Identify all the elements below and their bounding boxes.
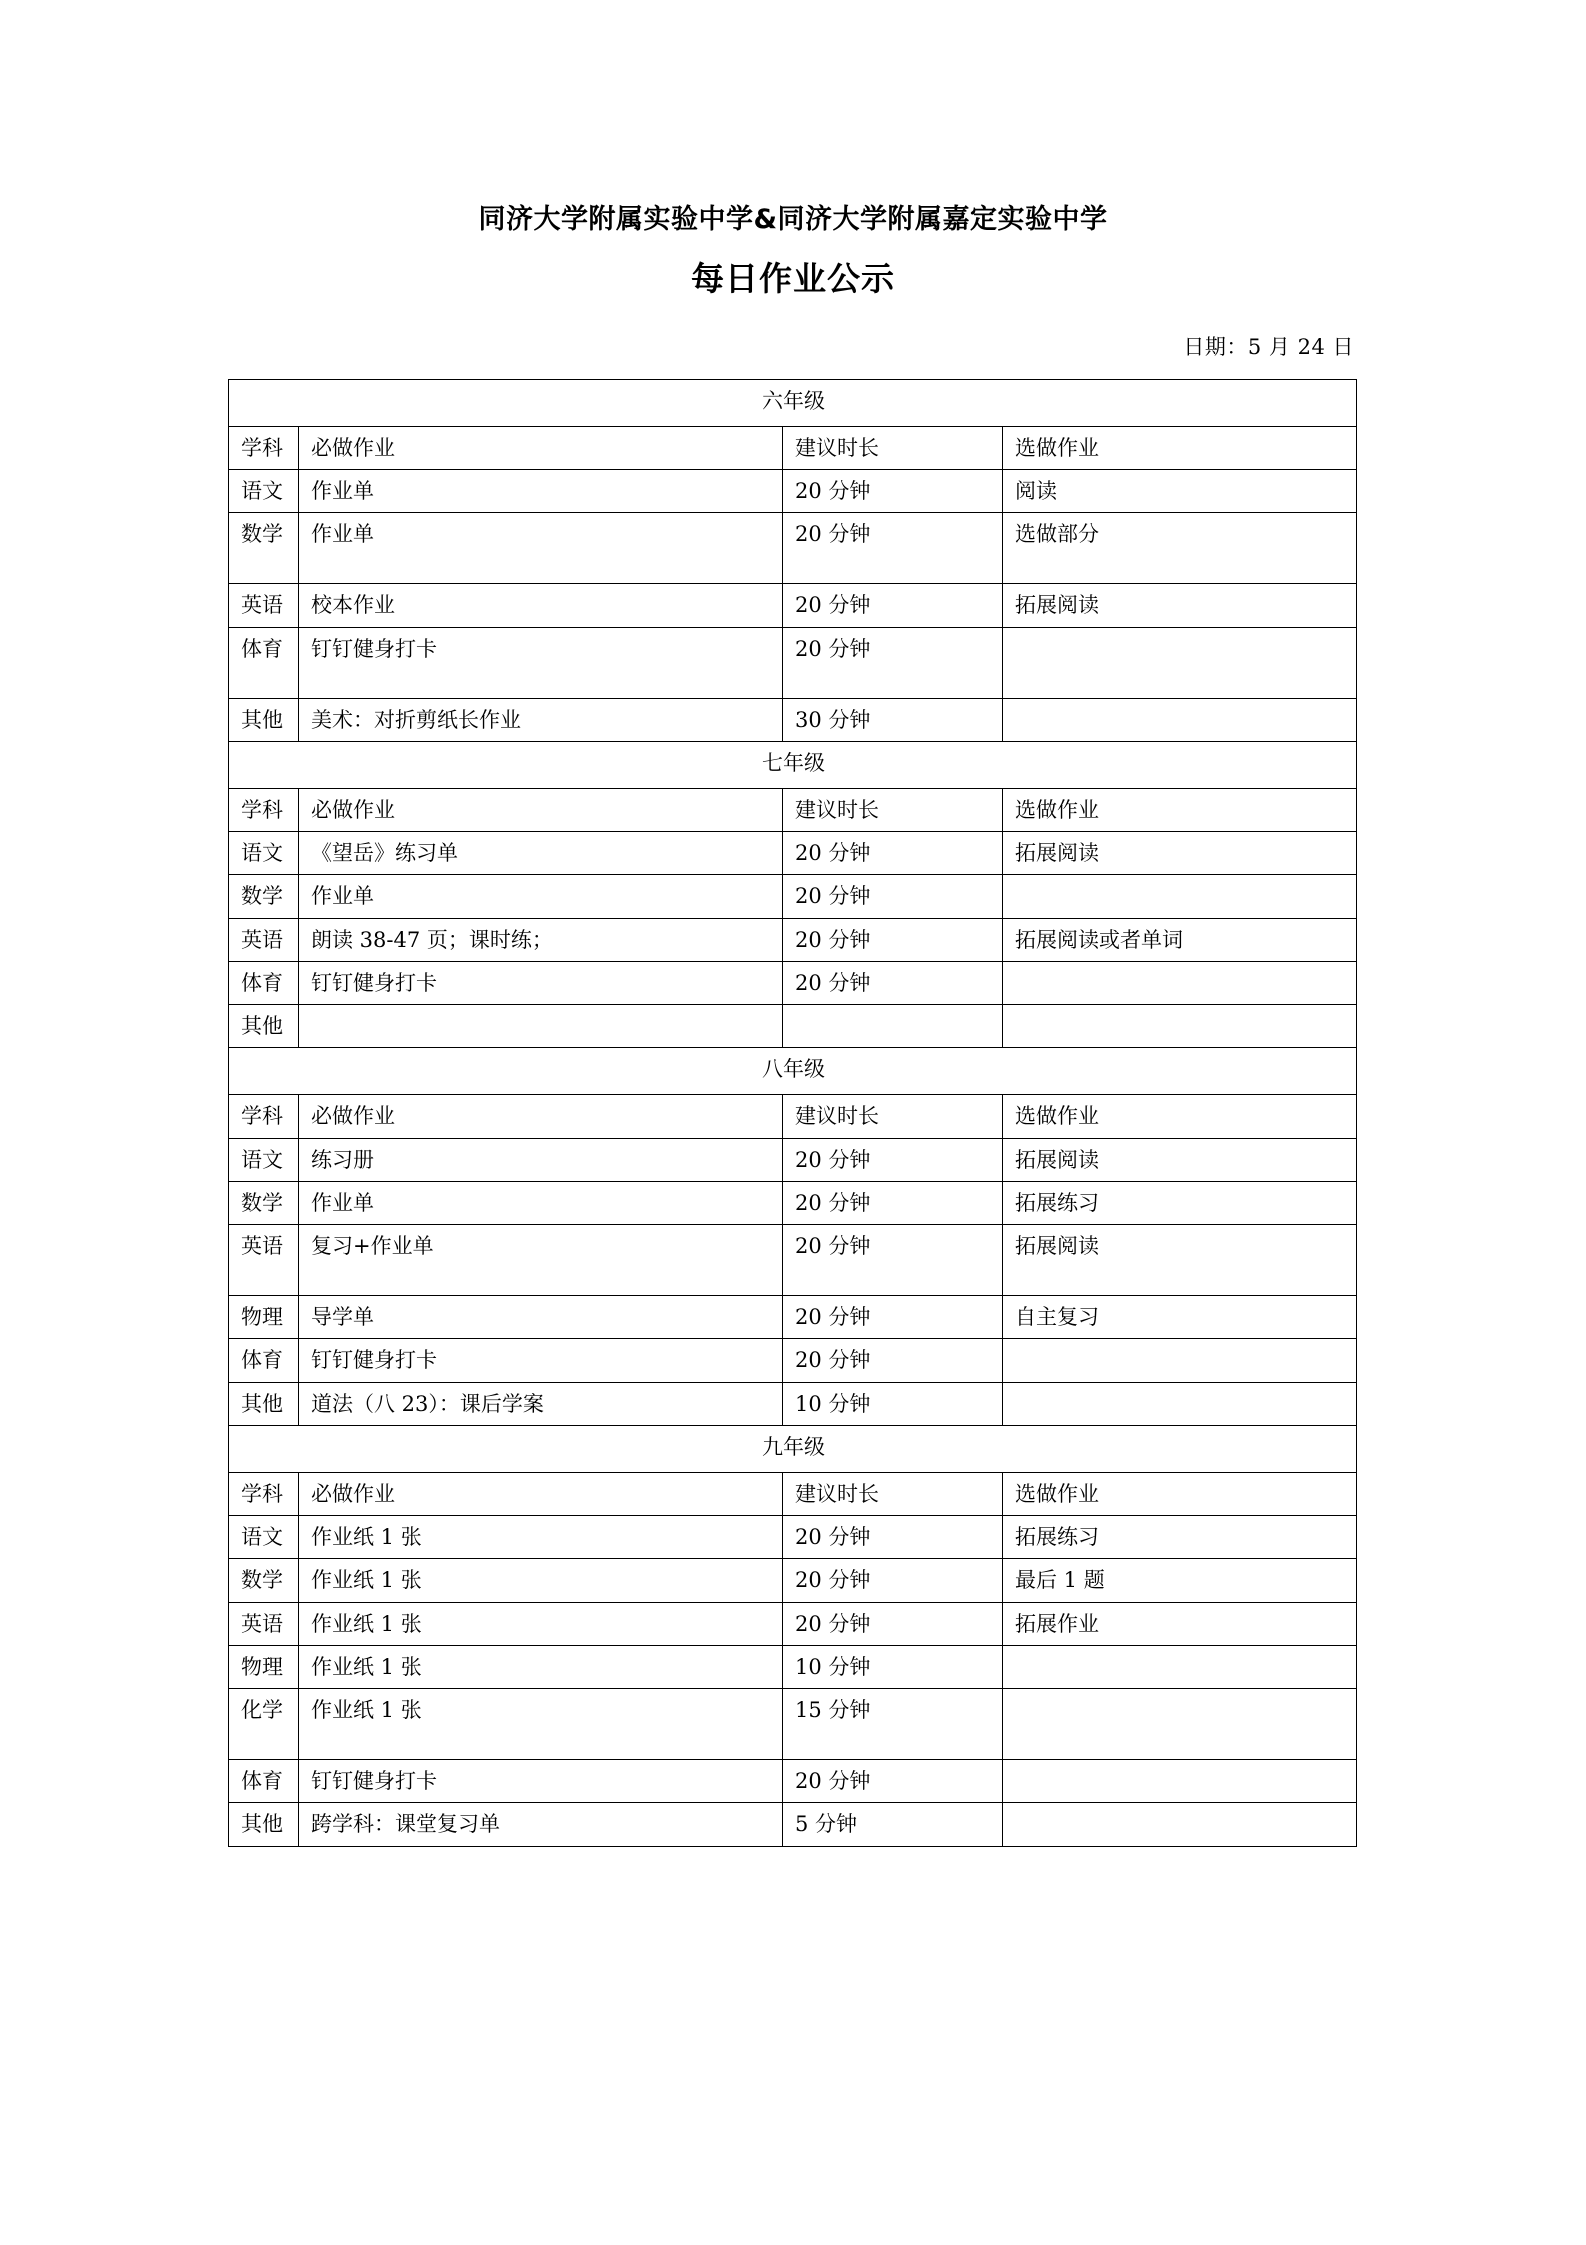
duration-cell: 20 分钟 (783, 961, 1003, 1004)
optional-homework-cell (1003, 1803, 1357, 1846)
required-homework-cell: 钉钉健身打卡 (299, 1339, 783, 1382)
duration-cell: 20 分钟 (783, 832, 1003, 875)
column-header-row (229, 1095, 1357, 1138)
optional-homework-cell: 阅读 (1003, 470, 1357, 513)
required-homework-cell: 作业纸 1 张 (299, 1602, 783, 1645)
table-row (229, 875, 1357, 918)
required-homework-cell: 作业纸 1 张 (299, 1689, 783, 1760)
table-row (229, 470, 1357, 513)
optional-homework-cell: 拓展阅读或者单词 (1003, 918, 1357, 961)
required-homework-cell: 道法（八 23）：课后学案 (299, 1382, 783, 1425)
table-row (229, 1225, 1357, 1296)
duration-cell: 20 分钟 (783, 470, 1003, 513)
duration-cell: 30 分钟 (783, 698, 1003, 741)
duration-cell: 5 分钟 (783, 1803, 1003, 1846)
optional-homework-cell: 拓展作业 (1003, 1602, 1357, 1645)
required-homework-cell: 钉钉健身打卡 (299, 627, 783, 698)
table-row (229, 832, 1357, 875)
page-subtitle: 每日作业公示 (691, 258, 895, 298)
duration-cell: 20 分钟 (783, 1760, 1003, 1803)
table-row (229, 1760, 1357, 1803)
grade-banner-row (229, 741, 1357, 788)
date-label: 日期：5 月 24 日 (1183, 334, 1354, 359)
column-header-cell: 建议时长 (783, 426, 1003, 469)
required-homework-cell: 钉钉健身打卡 (299, 1760, 783, 1803)
subject-cell: 其他 (229, 1005, 299, 1048)
optional-homework-cell (1003, 1382, 1357, 1425)
optional-homework-cell (1003, 961, 1357, 1004)
column-header-cell: 学科 (229, 788, 299, 831)
column-header-cell: 选做作业 (1003, 426, 1357, 469)
optional-homework-cell (1003, 875, 1357, 918)
optional-homework-cell: 拓展练习 (1003, 1181, 1357, 1224)
duration-cell: 10 分钟 (783, 1382, 1003, 1425)
table-row (229, 1516, 1357, 1559)
subject-cell: 语文 (229, 832, 299, 875)
column-header-cell: 建议时长 (783, 788, 1003, 831)
duration-cell: 20 分钟 (783, 1296, 1003, 1339)
grade-banner-2: 七年级 (229, 741, 1357, 788)
column-header-cell: 选做作业 (1003, 788, 1357, 831)
duration-cell: 20 分钟 (783, 1339, 1003, 1382)
column-header-row (229, 1472, 1357, 1515)
grade-banner-3: 八年级 (229, 1048, 1357, 1095)
duration-cell: 20 分钟 (783, 627, 1003, 698)
subject-cell: 体育 (229, 961, 299, 1004)
optional-homework-cell (1003, 1339, 1357, 1382)
table-row (229, 1602, 1357, 1645)
table-row (229, 961, 1357, 1004)
subject-cell: 其他 (229, 1382, 299, 1425)
column-header-row (229, 788, 1357, 831)
duration-cell: 20 分钟 (783, 1181, 1003, 1224)
table-row (229, 918, 1357, 961)
duration-cell: 20 分钟 (783, 1516, 1003, 1559)
required-homework-cell: 《望岳》练习单 (299, 832, 783, 875)
table-row (229, 1645, 1357, 1688)
duration-cell: 10 分钟 (783, 1645, 1003, 1688)
table-row (229, 1689, 1357, 1760)
grade-banner-row (229, 1425, 1357, 1472)
subject-cell: 英语 (229, 1602, 299, 1645)
duration-cell: 20 分钟 (783, 1138, 1003, 1181)
table-row (229, 1138, 1357, 1181)
column-header-cell: 必做作业 (299, 1095, 783, 1138)
subject-cell: 物理 (229, 1296, 299, 1339)
duration-cell: 15 分钟 (783, 1689, 1003, 1760)
required-homework-cell: 作业纸 1 张 (299, 1645, 783, 1688)
subject-cell: 数学 (229, 1181, 299, 1224)
column-header-cell: 建议时长 (783, 1472, 1003, 1515)
required-homework-cell: 作业单 (299, 875, 783, 918)
column-header-cell: 学科 (229, 426, 299, 469)
table-row (229, 1382, 1357, 1425)
required-homework-cell: 跨学科：课堂复习单 (299, 1803, 783, 1846)
subject-cell: 其他 (229, 1803, 299, 1846)
subject-cell: 英语 (229, 584, 299, 627)
table-row (229, 1339, 1357, 1382)
duration-cell: 20 分钟 (783, 918, 1003, 961)
subject-cell: 其他 (229, 698, 299, 741)
required-homework-cell: 复习+作业单 (299, 1225, 783, 1296)
optional-homework-cell: 拓展阅读 (1003, 584, 1357, 627)
subject-cell: 化学 (229, 1689, 299, 1760)
column-header-cell: 选做作业 (1003, 1095, 1357, 1138)
optional-homework-cell (1003, 627, 1357, 698)
required-homework-cell: 钉钉健身打卡 (299, 961, 783, 1004)
duration-cell: 20 分钟 (783, 1225, 1003, 1296)
optional-homework-cell: 自主复习 (1003, 1296, 1357, 1339)
table-row (229, 1559, 1357, 1602)
subject-cell: 物理 (229, 1645, 299, 1688)
grade-banner-row (229, 1048, 1357, 1095)
subject-cell: 英语 (229, 918, 299, 961)
subject-cell: 体育 (229, 1339, 299, 1382)
required-homework-cell: 作业单 (299, 1181, 783, 1224)
homework-table-container (0, 361, 1586, 1847)
column-header-cell: 必做作业 (299, 1472, 783, 1515)
duration-cell: 20 分钟 (783, 1559, 1003, 1602)
column-header-row (229, 426, 1357, 469)
column-header-cell: 学科 (229, 1095, 299, 1138)
column-header-cell: 学科 (229, 1472, 299, 1515)
table-row (229, 1803, 1357, 1846)
required-homework-cell: 导学单 (299, 1296, 783, 1339)
optional-homework-cell (1003, 1689, 1357, 1760)
table-row (229, 513, 1357, 584)
optional-homework-cell (1003, 1760, 1357, 1803)
subject-cell: 语文 (229, 1138, 299, 1181)
subject-cell: 数学 (229, 875, 299, 918)
page-title: 同济大学附属实验中学&同济大学附属嘉定实验中学 (478, 204, 1108, 235)
subject-cell: 体育 (229, 627, 299, 698)
optional-homework-cell: 拓展阅读 (1003, 832, 1357, 875)
duration-cell: 20 分钟 (783, 513, 1003, 584)
table-row (229, 1296, 1357, 1339)
duration-cell: 20 分钟 (783, 584, 1003, 627)
optional-homework-cell: 拓展练习 (1003, 1516, 1357, 1559)
grade-banner-1: 六年级 (229, 379, 1357, 426)
duration-cell (783, 1005, 1003, 1048)
required-homework-cell: 美术：对折剪纸长作业 (299, 698, 783, 741)
subject-cell: 英语 (229, 1225, 299, 1296)
required-homework-cell: 练习册 (299, 1138, 783, 1181)
column-header-cell: 建议时长 (783, 1095, 1003, 1138)
required-homework-cell: 校本作业 (299, 584, 783, 627)
table-row (229, 627, 1357, 698)
duration-cell: 20 分钟 (783, 1602, 1003, 1645)
grade-banner-row (229, 379, 1357, 426)
subject-cell: 语文 (229, 470, 299, 513)
table-row (229, 1005, 1357, 1048)
table-row (229, 584, 1357, 627)
optional-homework-cell: 拓展阅读 (1003, 1225, 1357, 1296)
subject-cell: 语文 (229, 1516, 299, 1559)
table-row (229, 1181, 1357, 1224)
required-homework-cell (299, 1005, 783, 1048)
subject-cell: 数学 (229, 1559, 299, 1602)
required-homework-cell: 作业纸 1 张 (299, 1516, 783, 1559)
required-homework-cell: 朗读 38-47 页；课时练； (299, 918, 783, 961)
subject-cell: 体育 (229, 1760, 299, 1803)
required-homework-cell: 作业单 (299, 470, 783, 513)
table-row (229, 698, 1357, 741)
optional-homework-cell: 选做部分 (1003, 513, 1357, 584)
column-header-cell: 必做作业 (299, 426, 783, 469)
optional-homework-cell (1003, 1645, 1357, 1688)
required-homework-cell: 作业单 (299, 513, 783, 584)
optional-homework-cell: 最后 1 题 (1003, 1559, 1357, 1602)
subject-cell: 数学 (229, 513, 299, 584)
grade-banner-4: 九年级 (229, 1425, 1357, 1472)
optional-homework-cell (1003, 1005, 1357, 1048)
optional-homework-cell (1003, 698, 1357, 741)
column-header-cell: 选做作业 (1003, 1472, 1357, 1515)
optional-homework-cell: 拓展阅读 (1003, 1138, 1357, 1181)
column-header-cell: 必做作业 (299, 788, 783, 831)
homework-table (228, 379, 1357, 1847)
duration-cell: 20 分钟 (783, 875, 1003, 918)
required-homework-cell: 作业纸 1 张 (299, 1559, 783, 1602)
